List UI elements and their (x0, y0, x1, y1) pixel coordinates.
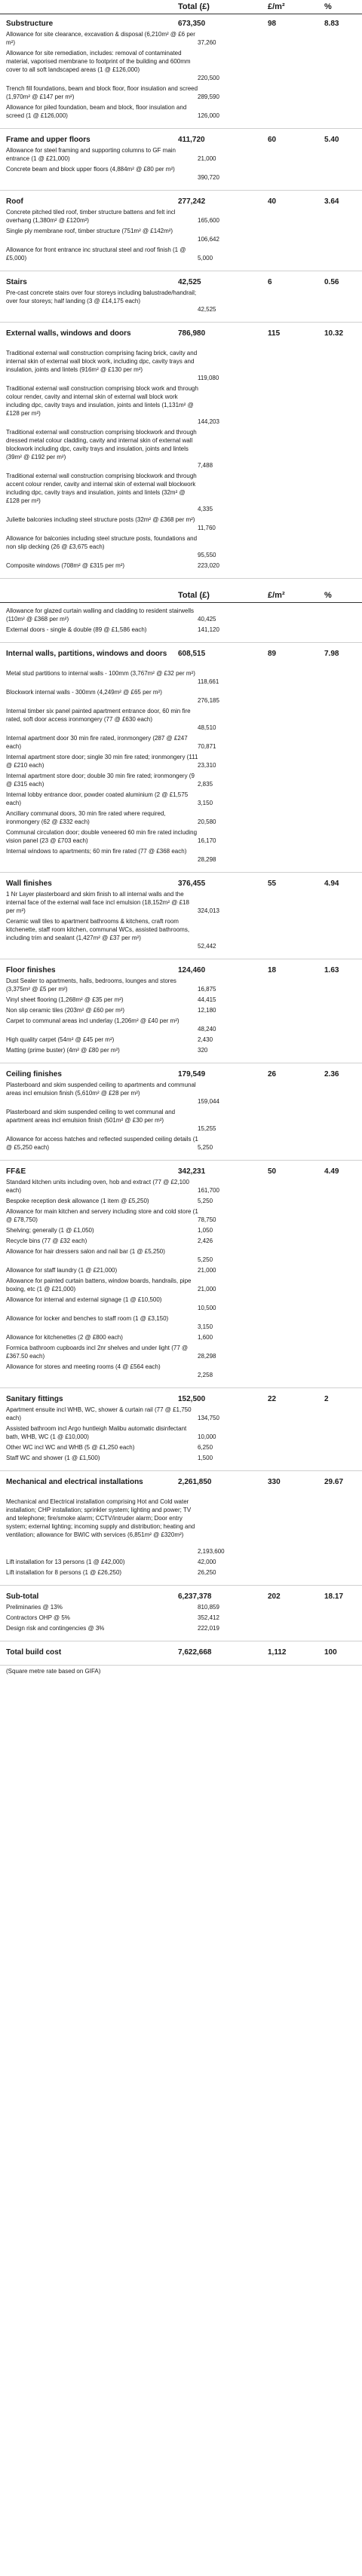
section-per-m2: 115 (268, 329, 281, 338)
line-item-amount: 16,170 (198, 837, 216, 844)
line-item-description: Assisted bathroom incl Argo huntleigh Malibu automatic disinfectant bath, WHB, WC (1 @ £10,000) (6, 1425, 187, 1440)
section-total: 152,500 (178, 1395, 206, 1403)
line-item-amount: 141,120 (198, 626, 219, 633)
section-per-m2: 1,112 (268, 1648, 287, 1657)
line-item-amount: 5,250 (198, 1256, 213, 1263)
line-item-amount: 220,500 (198, 75, 219, 81)
line-item-amount: 11,760 (198, 525, 216, 531)
section-pct: 4.94 (324, 880, 339, 888)
section-pct: 0.56 (324, 278, 339, 286)
section-row (0, 1647, 362, 1657)
column-header-pct: % (324, 2, 332, 11)
line-item-amount: 7,488 (198, 462, 213, 469)
line-item-description: Ancillary communal doors, 30 min fire rated where required, ironmongery (62 @ £332 each) (6, 810, 166, 825)
section-name: Total build cost (6, 1648, 62, 1657)
line-item-description: Concrete pitched tiled roof, timber structure battens and felt incl overhang (1,380m² @ £120m²) (6, 209, 176, 224)
section-total: 411,720 (178, 136, 205, 144)
section-per-m2: 50 (268, 1167, 277, 1176)
line-item-description: Internal lobby entrance door, powder coated aluminium (2 @ £1,575 each) (6, 791, 189, 806)
line-item-amount: 28,298 (198, 856, 216, 863)
section-pct: 1.63 (324, 966, 339, 974)
section-total: 786,980 (178, 329, 206, 338)
line-item-description: Dust Sealer to apartments, halls, bedrooms, lounges and stores (3,375m² @ £5 per m²) (6, 977, 176, 993)
section-pct: 29.67 (324, 1478, 344, 1486)
section-pct: 8.83 (324, 20, 339, 28)
section-total: 342,231 (178, 1167, 206, 1176)
section-per-m2: 55 (268, 880, 277, 888)
line-item-amount: 2,258 (198, 1372, 213, 1378)
line-item-description: Apartment ensuite incl WHB, WC, shower & curtain rail (77 @ £1,750 each) (6, 1406, 192, 1421)
line-item-amount: 276,185 (198, 697, 219, 704)
line-item-amount: 144,203 (198, 418, 219, 425)
section-divider (0, 578, 362, 579)
section-per-m2: 22 (268, 1395, 277, 1403)
line-item-amount: 320 (198, 1047, 208, 1054)
column-header-per-m2: £/m² (268, 591, 285, 600)
line-item-amount: 3,150 (198, 800, 213, 806)
section-row (0, 648, 362, 659)
line-item-amount: 28,298 (198, 1353, 216, 1360)
section-divider (0, 128, 362, 129)
section-row (0, 878, 362, 889)
line-item-amount: 10,000 (198, 1433, 216, 1440)
line-item-description: Allowance for front entrance inc structural steel and roof finish (1 @ £5,000) (6, 246, 186, 262)
line-item-description: Allowance for stores and meeting rooms (4 @ £564 each) (6, 1363, 161, 1370)
line-item-description: Concrete beam and block upper floors (4,884m² @ £80 per m²) (6, 166, 175, 173)
section-pct: 2 (324, 1395, 329, 1403)
line-item-description: Internal apartment store door; single 30 min fire rated; ironmongery (111 @ £210 each) (6, 754, 198, 769)
column-header-pct: % (324, 591, 332, 600)
line-item-amount: 222,019 (198, 1625, 219, 1632)
line-item-description: Allowance for main kitchen and servery including store and cold store (1 @ £78,750) (6, 1208, 198, 1223)
line-item-amount: 2,835 (198, 781, 213, 788)
line-item-description: Trench fill foundations, beam and block floor, floor insulation and screed (1,970m² @ £147 per m²) (6, 85, 198, 100)
column-header-row (0, 589, 362, 601)
section-row (0, 1591, 362, 1602)
section-divider (0, 642, 362, 643)
footnote: (Square metre rate based on GIFA) (6, 1668, 101, 1675)
line-item-description: High quality carpet (54m² @ £45 per m²) (6, 1036, 115, 1043)
line-item-description: Communal circulation door; double veneered 60 min fire rated including vision panel (23 @ £703 each) (6, 829, 198, 844)
line-item-amount: 2,430 (198, 1036, 213, 1043)
section-per-m2: 98 (268, 20, 277, 28)
line-item-description: Allowance for access hatches and reflected suspended ceiling details (1 @ £5,250 each) (6, 1136, 198, 1151)
line-item-description: Pre-cast concrete stairs over four storeys including balustrade/handrail; over four storeys; half landing (3 @ £14,175 each) (6, 289, 197, 304)
line-item-description: Internal timber six panel painted apartment entrance door, 60 min fire rated, soft door access ironmongery (77 @ £630 each) (6, 708, 191, 723)
line-item-amount: 16,875 (198, 986, 216, 993)
line-item-amount: 2,193,600 (198, 1548, 225, 1555)
line-item-amount: 106,642 (198, 236, 219, 243)
line-item-amount: 1,500 (198, 1455, 213, 1461)
section-total: 42,525 (178, 278, 201, 286)
section-per-m2: 18 (268, 966, 277, 974)
line-item-amount: 95,550 (198, 552, 216, 558)
line-item-amount: 42,000 (198, 1559, 216, 1565)
line-item-description: Allowance for site remediation, includes: removal of contaminated material, vaporised membrane to footprint of the building and 600mm cover to all soft landscaped areas (1 @ £126,000) (6, 50, 191, 73)
line-item-amount: 37,260 (198, 39, 216, 46)
section-total: 124,460 (178, 966, 206, 974)
column-header-row (0, 0, 362, 12)
line-item-amount: 5,250 (198, 1198, 213, 1204)
line-item-description: Allowance for locker and benches to staff room (1 @ £3,150) (6, 1315, 169, 1322)
line-item-description: Allowance for kitchenettes (2 @ £800 each) (6, 1334, 123, 1341)
line-item-amount: 40,425 (198, 616, 216, 623)
section-total: 179,549 (178, 1070, 206, 1078)
line-item-description: External doors - single & double (89 @ £1,586 each) (6, 626, 147, 633)
section-name: External walls, windows and doors (6, 329, 131, 338)
line-item-description: Design risk and contingencies @ 3% (6, 1625, 105, 1632)
line-item-amount: 390,720 (198, 174, 219, 181)
line-item-description: Allowance for piled foundation, beam and block, floor insulation and screed (1 @ £126,000) (6, 104, 187, 119)
line-item-description: Ceramic wall tiles to apartment bathrooms & kitchens, craft room kitchenette, staff room kitchen, communal WCs, assisted bathrooms, including trim and sealant (1,427m² @ £37 per m²) (6, 918, 190, 941)
line-item-description: Formica bathroom cupboards incl 2nr shelves and under light (77 @ £367.50 each) (6, 1345, 189, 1360)
section-divider (0, 190, 362, 191)
line-item-amount: 223,020 (198, 562, 219, 569)
section-divider (0, 1470, 362, 1471)
section-per-m2: 60 (268, 136, 277, 144)
line-item-amount: 134,750 (198, 1415, 219, 1421)
line-item-amount: 15,255 (198, 1125, 216, 1132)
section-pct: 2.36 (324, 1070, 339, 1078)
section-per-m2: 89 (268, 650, 277, 658)
line-item-amount: 12,180 (198, 1007, 216, 1014)
line-item-description: Mechanical and Electrical installation comprising Hot and Cold water installation; CHP installation; sprinkler system; lighting and power; TV and telephone; fire/smoke alarm; CCTV/intruder alarm; Door entry system; external lighting; incoming supply and distribution; heating and ventilation; allowance for BWIC with services (6,851m² @ £320m²) (6, 1498, 195, 1538)
line-item-amount: 44,415 (198, 996, 216, 1003)
line-item-amount: 810,859 (198, 1604, 219, 1611)
section-name: Mechanical and electrical installations (6, 1478, 143, 1486)
section-per-m2: 40 (268, 197, 277, 206)
section-row (0, 1394, 362, 1404)
section-row (0, 277, 362, 287)
line-item-description: Traditional external wall construction comprising block work and through colour render, cavity and internal skin of external wall block work including dpc, cavity trays and insulation, joints and lintels (1,131m² @ £128 per m²) (6, 385, 198, 417)
line-item-description: Carpet to communal areas incl underlay (1,206m² @ £40 per m²) (6, 1017, 179, 1024)
line-item-description: Other WC incl WC and WHB (5 @ £1,250 each) (6, 1444, 135, 1451)
line-item-amount: 20,580 (198, 818, 216, 825)
line-item-amount: 126,000 (198, 112, 219, 119)
line-item-description: Shelving; generally (1 @ £1,050) (6, 1227, 94, 1234)
line-item-amount: 21,000 (198, 1286, 216, 1293)
column-header-total: Total (£) (178, 2, 210, 11)
section-per-m2: 6 (268, 278, 272, 286)
line-item-amount: 78,750 (198, 1216, 216, 1223)
section-per-m2: 330 (268, 1478, 281, 1486)
section-row (0, 1166, 362, 1176)
line-item-amount: 10,500 (198, 1305, 216, 1311)
section-name: Substructure (6, 20, 54, 28)
section-name: Floor finishes (6, 966, 56, 974)
line-item-amount: 161,700 (198, 1187, 219, 1194)
line-item-amount: 3,150 (198, 1323, 213, 1330)
section-total: 608,515 (178, 650, 206, 658)
section-name: Wall finishes (6, 880, 52, 888)
line-item-amount: 42,525 (198, 306, 216, 313)
line-item-description: 1 Nr Layer plasterboard and skim finish to all internal walls and the internal face of the external wall face incl emulsion (18,152m² @ £18 per m²) (6, 891, 189, 914)
line-item-amount: 48,510 (198, 724, 216, 731)
line-item-description: Metal stud partitions to internal walls - 100mm (3,767m² @ £32 per m²) (6, 670, 195, 677)
section-name: Frame and upper floors (6, 136, 90, 144)
line-item-description: Standard kitchen units including oven, hob and extract (77 @ £2,100 each) (6, 1179, 189, 1194)
line-item-description: Internal windows to apartments; 60 min fire rated (77 @ £368 each) (6, 848, 187, 855)
line-item-amount: 21,000 (198, 1267, 216, 1274)
section-total: 7,622,668 (178, 1648, 212, 1657)
section-total: 277,242 (178, 197, 206, 206)
section-name: Ceiling finishes (6, 1070, 62, 1078)
section-row (0, 18, 362, 29)
section-per-m2: 202 (268, 1592, 281, 1601)
line-item-description: Allowance for hair dressers salon and nail bar (1 @ £5,250) (6, 1248, 165, 1255)
section-divider (0, 1387, 362, 1388)
section-pct: 3.64 (324, 197, 339, 206)
line-item-description: Lift installation for 8 persons (1 @ £26,250) (6, 1569, 122, 1576)
line-item-amount: 165,600 (198, 217, 219, 224)
line-item-description: Juliette balconies including steel structure posts (32m² @ £368 per m²) (6, 516, 195, 523)
section-row (0, 965, 362, 975)
line-item-amount: 118,661 (198, 678, 219, 685)
section-name: Stairs (6, 278, 27, 286)
line-item-amount: 6,250 (198, 1444, 213, 1451)
line-item-description: Single ply membrane roof, timber structure (751m² @ £142m²) (6, 228, 173, 234)
section-pct: 7.98 (324, 650, 339, 658)
column-header-per-m2: £/m² (268, 2, 285, 11)
line-item-description: Vinyl sheet flooring (1,268m² @ £35 per m²) (6, 996, 124, 1003)
section-total: 6,237,378 (178, 1592, 212, 1601)
section-pct: 18.17 (324, 1592, 344, 1601)
section-name: Sub-total (6, 1592, 39, 1601)
section-divider (0, 322, 362, 323)
line-item-description: Allowance for painted curtain battens, window boards, handrails, pipe boxing, etc (1 @ £21,000) (6, 1277, 192, 1293)
line-item-amount: 352,412 (198, 1614, 219, 1621)
line-item-amount: 1,600 (198, 1334, 213, 1341)
line-item-description: Matting (prime buster) (4m² @ £80 per m²) (6, 1047, 120, 1054)
line-item-description: Allowance for internal and external signage (1 @ £10,500) (6, 1296, 162, 1303)
section-pct: 5.40 (324, 136, 339, 144)
line-item-description: Non slip ceramic tiles (203m² @ £60 per m²) (6, 1007, 125, 1014)
line-item-amount: 289,590 (198, 93, 219, 100)
line-item-description: Blockwork internal walls - 300mm (4,249m² @ £65 per m²) (6, 689, 162, 696)
line-item-amount: 5,000 (198, 255, 213, 262)
section-divider (0, 872, 362, 873)
line-item-amount: 1,050 (198, 1227, 213, 1234)
line-item-amount: 5,250 (198, 1144, 213, 1151)
line-item-description: Allowance for glazed curtain walling and cladding to resident stairwells (110m² @ £368 per m²) (6, 607, 195, 623)
line-item-description: Plasterboard and skim suspended ceiling to wet communal and apartment areas incl emulsion finish (501m² @ £30 per m²) (6, 1109, 176, 1124)
line-item-amount: 159,044 (198, 1098, 219, 1105)
line-item-amount: 26,250 (198, 1569, 216, 1576)
section-total: 673,350 (178, 20, 206, 28)
section-total: 2,261,850 (178, 1478, 212, 1486)
section-divider (0, 1160, 362, 1161)
section-divider (0, 1665, 362, 1666)
line-item-amount: 48,240 (198, 1026, 216, 1033)
section-row (0, 134, 362, 145)
line-item-amount: 70,871 (198, 743, 216, 750)
column-header-total: Total (£) (178, 591, 210, 600)
line-item-description: Internal apartment store door; double 30 min fire rated; ironmongery (9 @ £315 each) (6, 772, 195, 788)
section-name: FF&E (6, 1167, 26, 1176)
line-item-description: Internal apartment door 30 min fire rated, ironmongery (287 @ £247 each) (6, 735, 188, 750)
section-name: Roof (6, 197, 23, 206)
line-item-description: Preliminaries @ 13% (6, 1604, 63, 1611)
line-item-description: Traditional external wall construction comprising blockwork and through dressed metal colour cladding, cavity and internal skin of external wall blockwork including dpc, cavity trays and insulation, joints and lintels (39m² @ £192 per m²) (6, 429, 197, 460)
section-pct: 100 (324, 1648, 337, 1657)
line-item-amount: 324,013 (198, 907, 219, 914)
section-name: Internal walls, partitions, windows and doors (6, 650, 167, 658)
line-item-description: Allowance for steel framing and supporting columns to GF main entrance (1 @ £21,000) (6, 147, 176, 162)
line-item-description: Allowance for balconies including steel structure posts, foundations and non slip decking (26 @ £3,675 each) (6, 535, 198, 550)
line-item-description: Traditional external wall construction comprising facing brick, cavity and internal skin of external wall block work, including dpc, cavity trays and insulation, joints and lintels (916m² @ £130 per m²) (6, 350, 198, 373)
line-item-amount: 119,080 (198, 375, 219, 381)
line-item-description: Plasterboard and skim suspended ceiling to apartments and communal areas incl emulsion finish (5,610m² @ £28 per m²) (6, 1081, 196, 1097)
section-name: Sanitary fittings (6, 1395, 63, 1403)
line-item-description: Allowance for staff laundry (1 @ £21,000) (6, 1267, 118, 1274)
section-per-m2: 26 (268, 1070, 277, 1078)
section-row (0, 1069, 362, 1079)
line-item-description: Composite windows (708m² @ £315 per m²) (6, 562, 125, 569)
header-rule (0, 602, 362, 603)
section-total: 376,455 (178, 880, 206, 888)
section-divider (0, 1585, 362, 1586)
section-row (0, 328, 362, 338)
line-item-description: Traditional external wall construction comprising blockwork and through accent colour render, cavity and internal skin of external wall blockwork including dpc, cavity trays and insulation, joints and lintels (32m² @ £128 per m²) (6, 473, 197, 504)
section-pct: 10.32 (324, 329, 344, 338)
line-item-amount: 52,442 (198, 943, 216, 950)
line-item-description: Recycle bins (77 @ £32 each) (6, 1238, 87, 1244)
line-item-description: Contractors OHP @ 5% (6, 1614, 70, 1621)
line-item-amount: 23,310 (198, 762, 216, 769)
line-item-amount: 21,000 (198, 155, 216, 162)
section-row (0, 1476, 362, 1487)
line-item-amount: 4,335 (198, 506, 213, 512)
line-item-amount: 2,426 (198, 1238, 213, 1244)
line-item-description: Staff WC and shower (1 @ £1,500) (6, 1455, 100, 1461)
line-item-description: Allowance for site clearance, excavation & disposal (6,210m² @ £6 per m²) (6, 31, 195, 46)
line-item-description: Bespoke reception desk allowance (1 item @ £5,250) (6, 1198, 149, 1204)
section-pct: 4.49 (324, 1167, 339, 1176)
section-row (0, 196, 362, 207)
line-item-description: Lift installation for 13 persons (1 @ £42,000) (6, 1559, 125, 1565)
